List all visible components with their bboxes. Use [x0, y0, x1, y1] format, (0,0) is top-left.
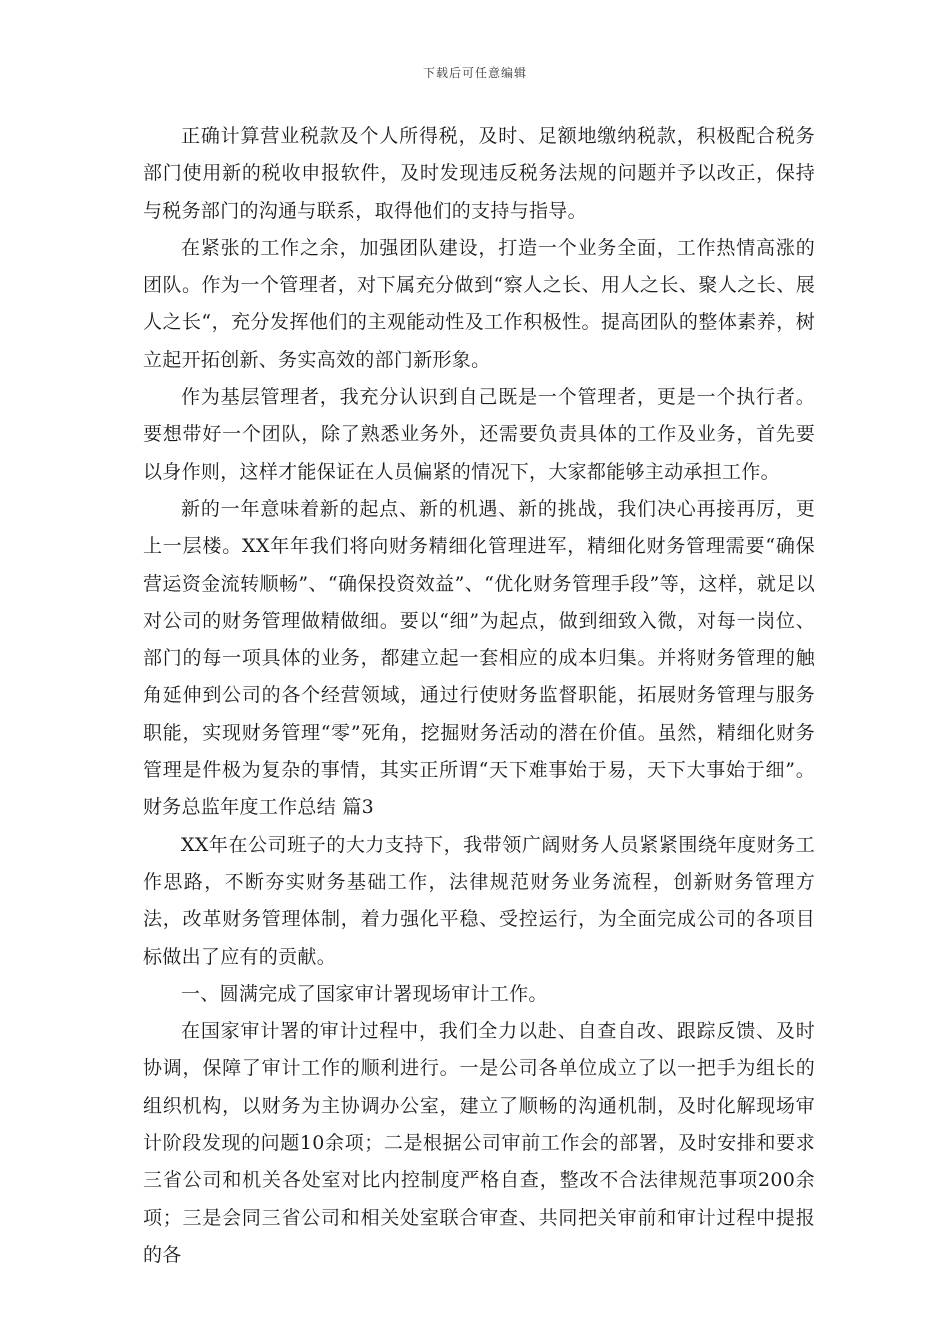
paragraph-4: 新的一年意味着新的起点、新的机遇、新的挑战，我们决心再接再厉，更上一层楼。XX年年我们将向财务精细化管理进军，精细化财务管理需要“确保营运资金流转顺畅”、“确保投资效益”、“优化财务管理手段”等，这样，就足以对公司的财务管理做精做细。要以“细”为起点，做到细致入微，对每一岗位、部门的每一项具体的业务，都建立起一套相应的成本归集。并将财务管理的触角延伸到公司的各个经营领域，通过行使财务监督职能，拓展财务管理与服务职能，实现财务管理“零”死角，挖掘财务活动的潜在价值。虽然，精细化财务管理是件极为复杂的事情，其实正所谓“天下难事始于易，天下大事始于细”。财务总监年度工作总结 篇3: [143, 497, 815, 819]
paragraph-3: 作为基层管理者，我充分认识到自己既是一个管理者，更是一个执行者。要想带好一个团队，除了熟悉业务外，还需要负责具体的工作及业务，首先要以身作则，这样才能保证在人员偏紧的情况下，大家都能够主动承担工作。: [143, 386, 815, 483]
paragraph-6: 在国家审计署的审计过程中，我们全力以赴、自查自改、跟踪反馈、及时协调，保障了审计工作的顺利进行。一是公司各单位成立了以一把手为组长的组织机构，以财务为主协调办公室，建立了顺畅的沟通机制，及时化解现场审计阶段发现的问题10余项；二是根据公司审前工作会的部署，及时安排和要求三省公司和机关各处室对比内控制度严格自查，整改不合法律规范事项200余项；三是会同三省公司和相关处室联合审查、共同把关审前和审计过程中提报的各: [143, 1020, 815, 1266]
document-body: [143, 118, 815, 1274]
page-header: 下载后可任意编辑: [422, 66, 527, 80]
section-heading: 一、圆满完成了国家审计署现场审计工作。: [181, 982, 548, 1005]
paragraph-2: 在紧张的工作之余，加强团队建设，打造一个业务全面，工作热情高涨的团队。作为一个管理者，对下属充分做到“察人之长、用人之长、聚人之长、展人之长“，充分发挥他们的主观能动性及工作积极性。提高团队的整体素养，树立起开拓创新、务实高效的部门新形象。: [143, 236, 815, 371]
paragraph-1: 正确计算营业税款及个人所得税，及时、足额地缴纳税款，积极配合税务部门使用新的税收申报软件，及时发现违反税务法规的问题并予以改正，保持与税务部门的沟通与联系，取得他们的支持与指导。: [143, 125, 815, 222]
paragraph-5: XX年在公司班子的大力支持下，我带领广阔财务人员紧紧围绕年度财务工作思路，不断夯实财务基础工作，法律规范财务业务流程，创新财务管理方法，改革财务管理体制，着力强化平稳、受控运行，为全面完成公司的各项目标做出了应有的贡献。: [143, 833, 815, 968]
